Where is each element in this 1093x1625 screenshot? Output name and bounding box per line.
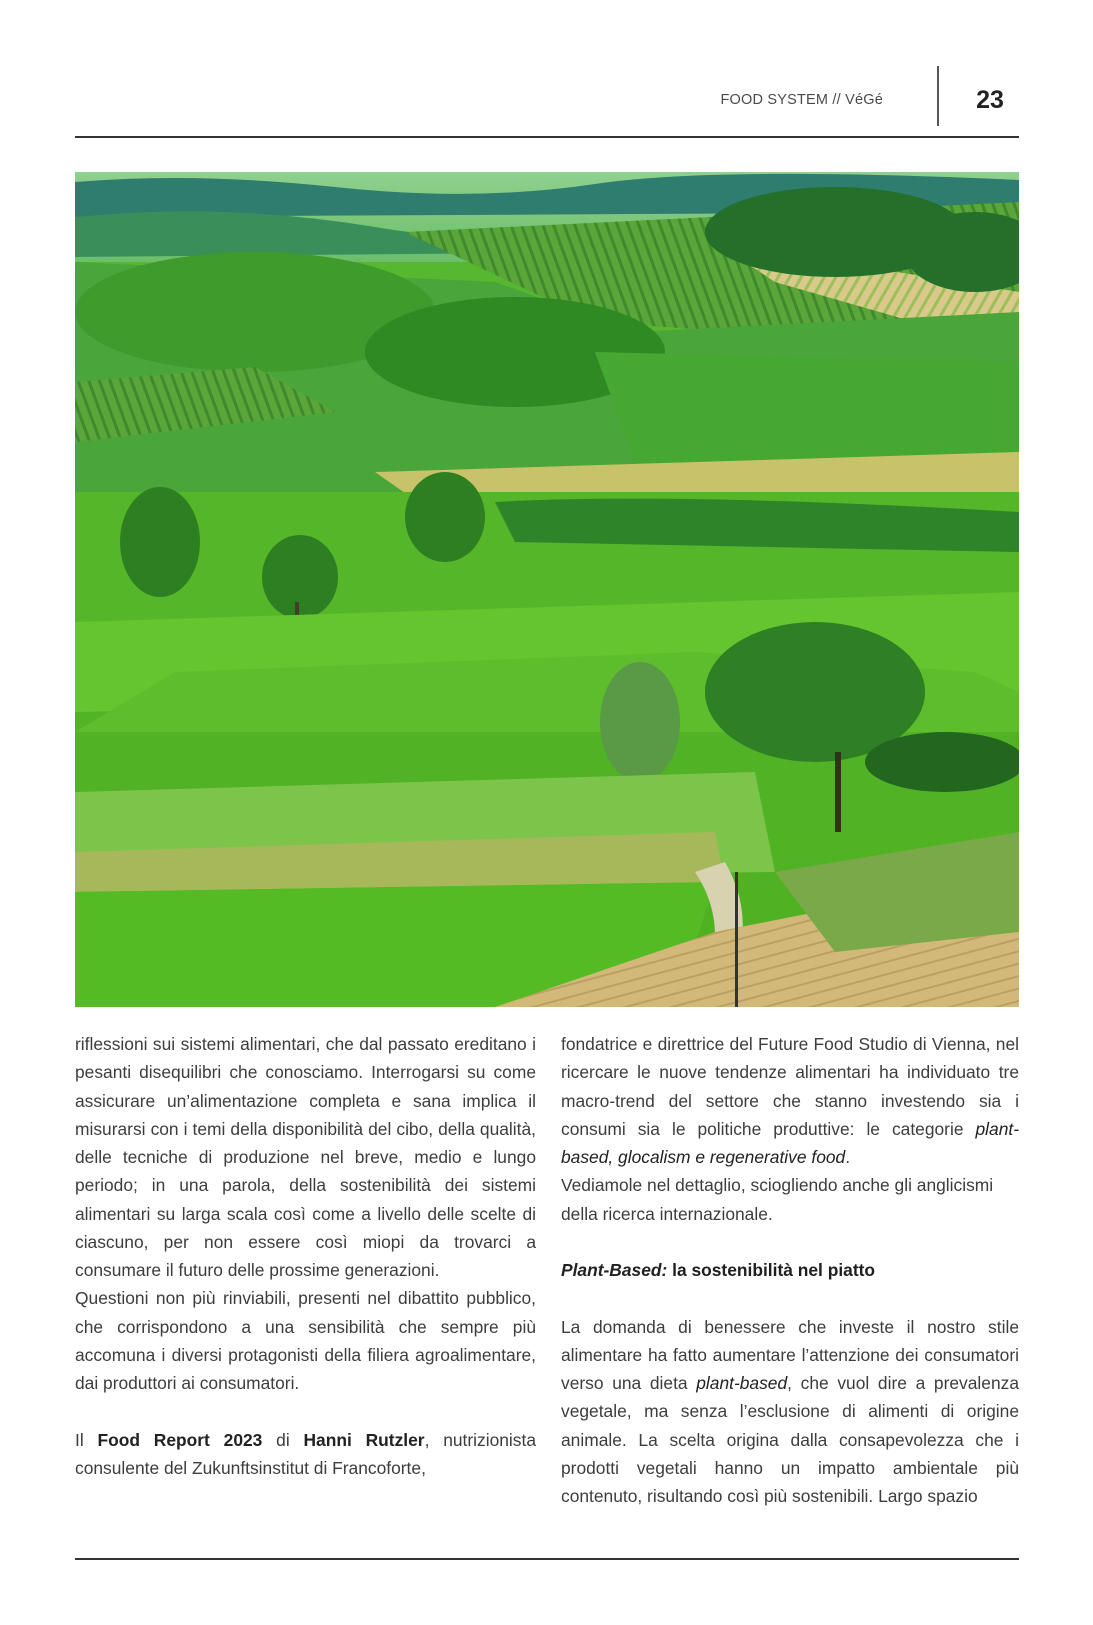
- italic-term: plant-based: [696, 1373, 788, 1393]
- paragraph-gap: [75, 1397, 536, 1425]
- text-run: di: [262, 1429, 304, 1450]
- text-run: fondatrice e direttrice del Future Food Studio di Vienna, nel ricercare le nuove tendenze alimentari ha individuato tre macro-trend del settore che stanno investendo sia i consumi sia le politiche produttive: le categorie: [561, 1034, 1019, 1139]
- paragraph-gap: [561, 1228, 1019, 1256]
- header-rule: [75, 136, 1019, 138]
- subheading-text: la sostenibilità nel piatto: [667, 1260, 876, 1280]
- paragraph: Vediamole nel dettaglio, sciogliendo anche gli anglicismi della ricerca internazionale.: [561, 1175, 994, 1224]
- header-divider: [937, 66, 939, 126]
- report-title: Food Report 2023: [97, 1429, 263, 1450]
- author-name: Hanni Rutzler: [303, 1429, 425, 1450]
- paragraph: [561, 1313, 1019, 1511]
- section-subheading: [561, 1256, 1019, 1284]
- page-number: 23: [976, 86, 1004, 114]
- paragraph-gap: [561, 1284, 1019, 1312]
- landscape-photo: [75, 172, 1019, 1007]
- text-run: Il: [75, 1429, 98, 1450]
- paragraph: Questioni non più rinviabili, presenti nel dibattito pubblico, che corrispondono a una sensibilità che sempre più accomuna i diversi protagonisti della filiera agroalimentare, dai produttori ai consumatori.: [75, 1288, 536, 1393]
- right-column: [561, 1030, 1019, 1510]
- paragraph: [75, 1426, 536, 1483]
- subheading-italic: Plant-Based:: [561, 1260, 668, 1280]
- left-column: [75, 1030, 536, 1482]
- text-run: , che vuol dire a prevalenza vegetale, ma senza l’esclusione di alimenti di origine animale. La scelta origina dalla consapevolezza che i prodotti vegetali hanno un impatto ambientale più contenuto, risultando così più sostenibili. Largo spazio: [561, 1373, 1019, 1506]
- text-run: , nutrizionista consulente del Zukunftsinstitut di Francoforte,: [75, 1429, 536, 1478]
- text-run: La domanda di benessere che investe il nostro stile alimentare ha fatto aumentare l’attenzione dei consumatori verso una dieta: [561, 1316, 1019, 1393]
- paragraph: [561, 1030, 1019, 1171]
- italic-terms: plant-based, glocalism e regenerative food: [561, 1118, 1019, 1167]
- running-header: FOOD SYSTEM // VéGé: [720, 92, 883, 108]
- landscape-illustration: [75, 172, 1019, 1007]
- footer-rule: [75, 1558, 1019, 1560]
- paragraph: riflessioni sui sistemi alimentari, che dal passato ereditano i pesanti disequilibri che conosciamo. Interrogarsi su come assicurare un’alimentazione completa e sana implica il misurarsi con i temi della disponibilità del cibo, della qualità, delle tecniche di produzione nel breve, medio e lungo periodo; in una parola, della sostenibilità dei sistemi alimentari su larga scala così come a livello delle scelte di ciascuno, per non essere così miopi da trovarci a consumare il futuro delle prossime generazioni.: [75, 1034, 536, 1280]
- text-run: .: [845, 1147, 851, 1167]
